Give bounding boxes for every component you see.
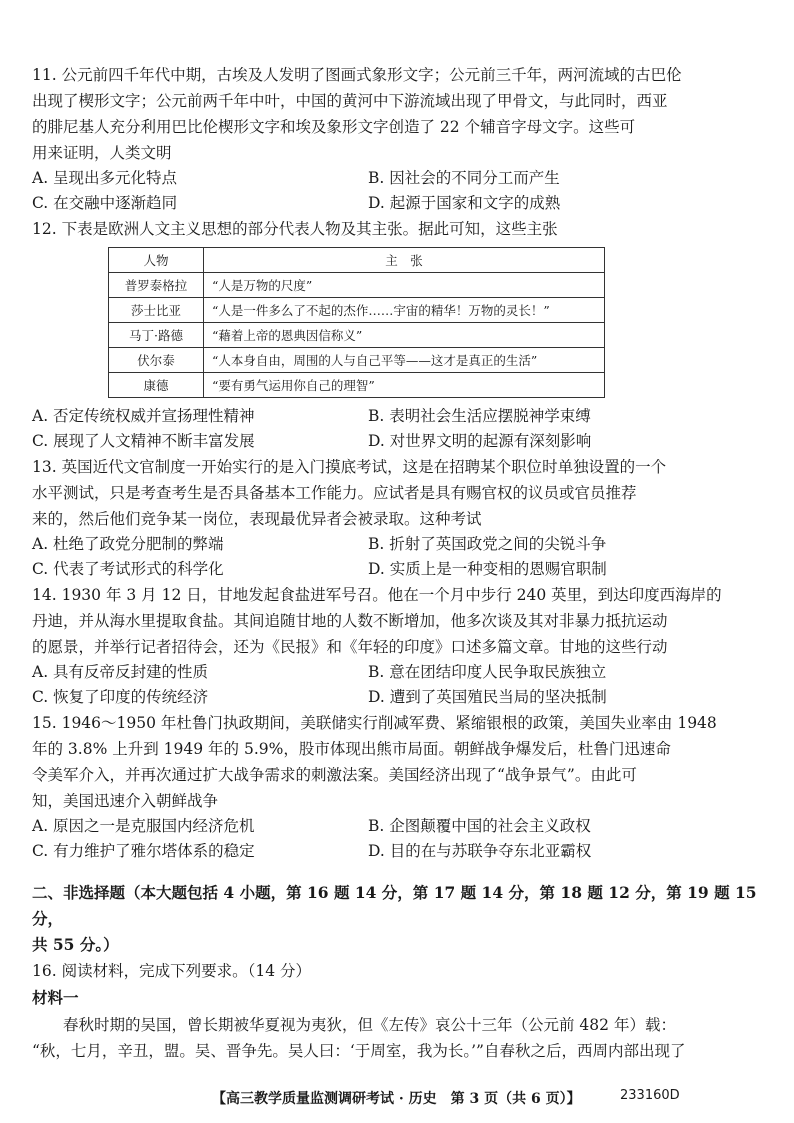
question-15 [32,710,777,864]
page-footer [0,1088,794,1110]
section-heading-line: 二、非选择题（本大题包括 4 小题，第 16 题 14 分，第 17 题 14 分，第 18 题 12 分，第 19 题 15 分， [32,883,757,928]
question-line: 14. 1930 年 3 月 12 日，甘地发起食盐进军号召。他在一个月中步行 240 英里，到达印度西海岸的 [32,586,722,604]
option-a: A. 杜绝了政党分肥制的弊端 [32,535,224,553]
table-cell: 莎士比亚 [109,298,204,323]
option-c: C. 恢复了印度的传统经济 [32,688,209,706]
option-d: D. 起源于国家和文字的成熟 [368,194,561,212]
question-line: 丹迪，并从海水里提取食盐。其间追随甘地的人数不断增加，他多次谈及其对非暴力抵抗运动 [32,612,668,630]
question-line: 来的，然后他们竞争某一岗位，表现最优异者会被录取。这种考试 [32,510,482,528]
material-label: 材料一 [32,988,79,1007]
option-d: D. 对世界文明的起源有深刻影响 [368,432,592,450]
section-heading-line: 共 55 分。） [32,935,119,954]
option-b: B. 企图颠覆中国的社会主义政权 [368,817,591,835]
option-c: C. 代表了考试形式的科学化 [32,560,224,578]
option-d: D. 目的在与苏联争夺东北亚霸权 [368,842,592,860]
material-line: 春秋时期的吴国，曾长期被华夏视为夷狄，但《左传》哀公十三年（公元前 482 年）载： [63,1016,676,1034]
table-row [109,323,605,348]
table-header: 主 张 [204,248,605,273]
options [32,660,777,710]
question-line: 知，美国迅速介入朝鲜战争 [32,792,219,810]
table-row [109,348,605,373]
table-header-row [109,248,605,273]
question-line: 15. 1946～1950 年杜鲁门执政期间，美联储实行削减军费、紧缩银根的政策，美国失业率由 1948 [32,714,717,732]
material-line: “秋，七月，辛丑，盟。吴、晋争先。吴人曰：‘于周室，我为长。’”自春秋之后，西周内部出现了 [32,1042,686,1060]
option-c: C. 在交融中逐渐趋同 [32,194,178,212]
section-heading [32,880,777,958]
question-line: 出现了楔形文字；公元前两千年中叶，中国的黄河中下游流域出现了甲骨文，与此同时，西亚 [32,92,668,110]
table-cell: 伏尔泰 [109,348,204,373]
table-cell: “人是一件多么了不起的杰作……宇宙的精华！万物的灵长！” [204,298,605,323]
question-line: 的愿景，并举行记者招待会，还为《民报》和《年轻的印度》口述多篇文章。甘地的这些行动 [32,638,668,656]
humanism-table [108,247,605,398]
option-d: D. 遭到了英国殖民当局的坚决抵制 [368,688,607,706]
table-cell: 康德 [109,373,204,398]
table-row [109,373,605,398]
question-14 [32,582,777,710]
question-line: 13. 英国近代文官制度一开始实行的是入门摸底考试，这是在招聘某个职位时单独设置的一个 [32,458,667,476]
table-row [109,273,605,298]
footer-code: 233160D [620,1088,680,1103]
question-16 [32,958,777,1064]
table-header: 人物 [109,248,204,273]
question-line: 令美军介入，并再次通过扩大战争需求的刺激法案。美国经济出现了“战争景气”。由此可 [32,766,637,784]
options [32,814,777,864]
question-12 [32,216,777,454]
option-c: C. 有力维护了雅尔塔体系的稳定 [32,842,255,860]
question-line: 的腓尼基人充分利用巴比伦楔形文字和埃及象形文字创造了 22 个辅音字母文字。这些可 [32,118,636,136]
table-cell: 马丁·路德 [109,323,204,348]
options [32,532,777,582]
table-cell: 普罗泰格拉 [109,273,204,298]
option-d: D. 实质上是一种变相的恩赐官职制 [368,560,607,578]
question-line: 11. 公元前四千年代中期，古埃及人发明了图画式象形文字；公元前三千年，两河流域的古巴伦 [32,66,682,84]
question-13 [32,454,777,582]
table-row [109,298,605,323]
option-b: B. 因社会的不同分工而产生 [368,169,560,187]
table-cell: “藉着上帝的恩典因信称义” [204,323,605,348]
footer-title: 【高三教学质量监测调研考试 · 历史 第 3 页（共 6 页）】 [212,1091,581,1107]
table-cell: “人本身自由，周围的人与自己平等——这才是真正的生活” [204,348,605,373]
option-a: A. 具有反帝反封建的性质 [32,663,209,681]
question-line: 水平测试，只是考查考生是否具备基本工作能力。应试者是具有赐官权的议员或官员推荐 [32,484,637,502]
table-cell: “要有勇气运用你自己的理智” [204,373,605,398]
option-a: A. 呈现出多元化特点 [32,169,178,187]
question-line: 年的 3.8% 上升到 1949 年的 5.9%，股市体现出熊市局面。朝鲜战争爆发后，杜鲁门迅速命 [32,740,671,758]
question-stem: 16. 阅读材料，完成下列要求。（14 分） [32,962,311,980]
option-b: B. 意在团结印度人民争取民族独立 [368,663,607,681]
question-line: 用来证明，人类文明 [32,144,172,162]
options [32,166,777,216]
option-b: B. 表明社会生活应摆脱神学束缚 [368,407,591,425]
question-11 [32,62,777,216]
options [32,404,777,454]
table-cell: “人是万物的尺度” [204,273,605,298]
option-a: A. 原因之一是克服国内经济危机 [32,817,255,835]
option-a: A. 否定传统权威并宣扬理性精神 [32,407,255,425]
option-b: B. 折射了英国政党之间的尖锐斗争 [368,535,607,553]
exam-page [32,62,777,1064]
option-c: C. 展现了人文精神不断丰富发展 [32,432,255,450]
question-line: 12. 下表是欧洲人文主义思想的部分代表人物及其主张。据此可知，这些主张 [32,220,558,238]
